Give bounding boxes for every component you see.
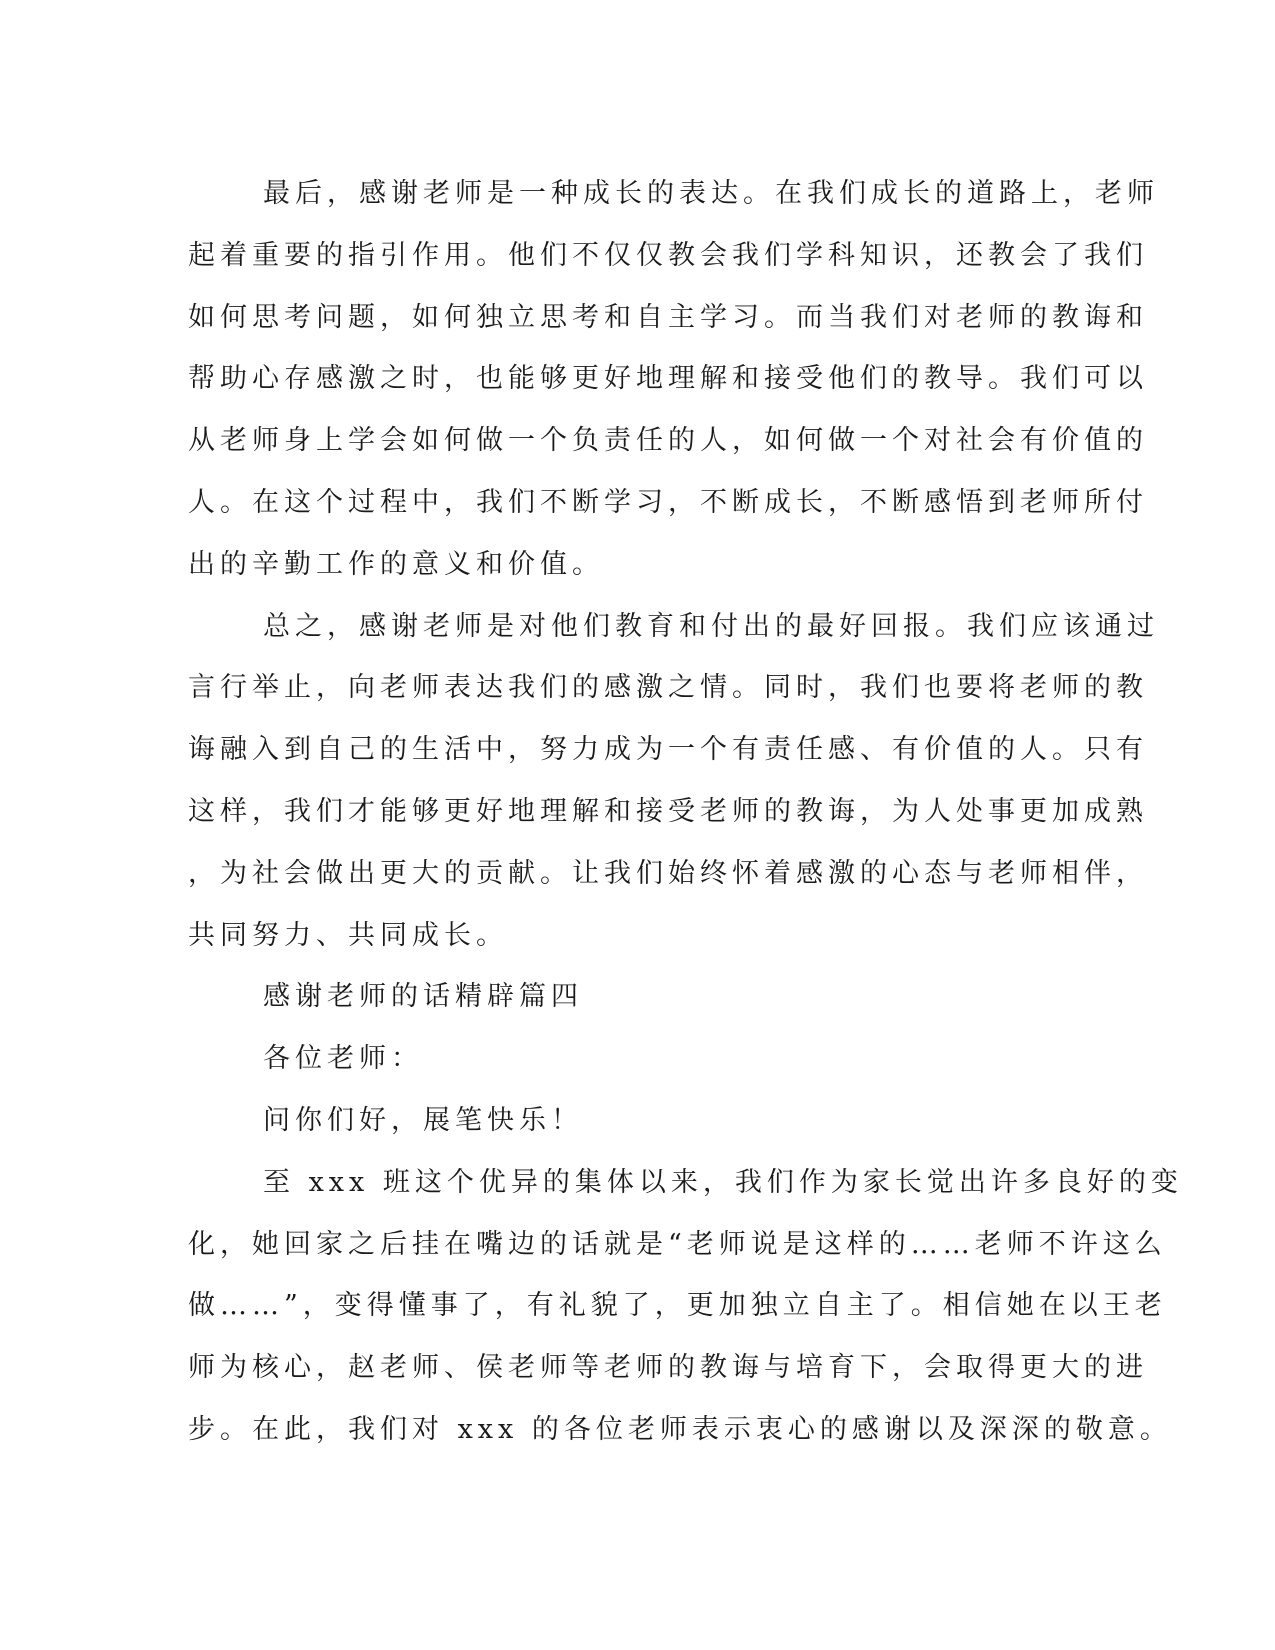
text-line: 师为核心，赵老师、侯老师等老师的教诲与培育下，会取得更大的进 bbox=[188, 1352, 1148, 1384]
text-line: 诲融入到自己的生活中，努力成为一个有责任感、有价值的人。只有 bbox=[188, 734, 1148, 766]
salutation: 各位老师： bbox=[263, 1043, 423, 1075]
greeting-line: 问你们好，展笔快乐！ bbox=[263, 1104, 583, 1136]
text-line: 言行举止，向老师表达我们的感激之情。同时，我们也要将老师的教 bbox=[188, 672, 1148, 704]
text-line: ，为社会做出更大的贡献。让我们始终怀着感激的心态与老师相伴， bbox=[188, 857, 1148, 889]
text-line: 化，她回家之后挂在嘴边的话就是“老师说是这样的……老师不许这么 bbox=[188, 1228, 1167, 1260]
section-heading: 感谢老师的话精辟篇四 bbox=[263, 981, 583, 1013]
text-line: 最后，感谢老师是一种成长的表达。在我们成长的道路上，老师 bbox=[263, 178, 1159, 209]
text-line: 步。在此，我们对 xxx 的各位老师表示衷心的感谢以及深深的敬意。 bbox=[188, 1413, 1172, 1445]
text-line: 如何思考问题，如何独立思考和自主学习。而当我们对老师的教诲和 bbox=[188, 301, 1148, 333]
text-line: 至 xxx 班这个优异的集体以来，我们作为家长觉出许多良好的变 bbox=[263, 1166, 1183, 1198]
text-line: 从老师身上学会如何做一个负责任的人，如何做一个对社会有价值的 bbox=[188, 425, 1148, 457]
text-line: 共同努力、共同成长。 bbox=[188, 919, 508, 951]
text-line: 做……”，变得懂事了，有礼貌了，更加独立自主了。相信她在以王老 bbox=[188, 1290, 1167, 1322]
text-line: 起着重要的指引作用。他们不仅仅教会我们学科知识，还教会了我们 bbox=[188, 239, 1148, 271]
text-line: 帮助心存感激之时，也能够更好地理解和接受他们的教导。我们可以 bbox=[188, 363, 1148, 395]
text-line: 出的辛勤工作的意义和价值。 bbox=[188, 548, 604, 580]
text-line: 人。在这个过程中，我们不断学习，不断成长，不断感悟到老师所付 bbox=[188, 486, 1148, 518]
text-line: 这样，我们才能够更好地理解和接受老师的教诲，为人处事更加成熟 bbox=[188, 795, 1148, 827]
text-line: 总之，感谢老师是对他们教育和付出的最好回报。我们应该通过 bbox=[263, 610, 1159, 642]
document-body bbox=[188, 163, 1183, 1461]
